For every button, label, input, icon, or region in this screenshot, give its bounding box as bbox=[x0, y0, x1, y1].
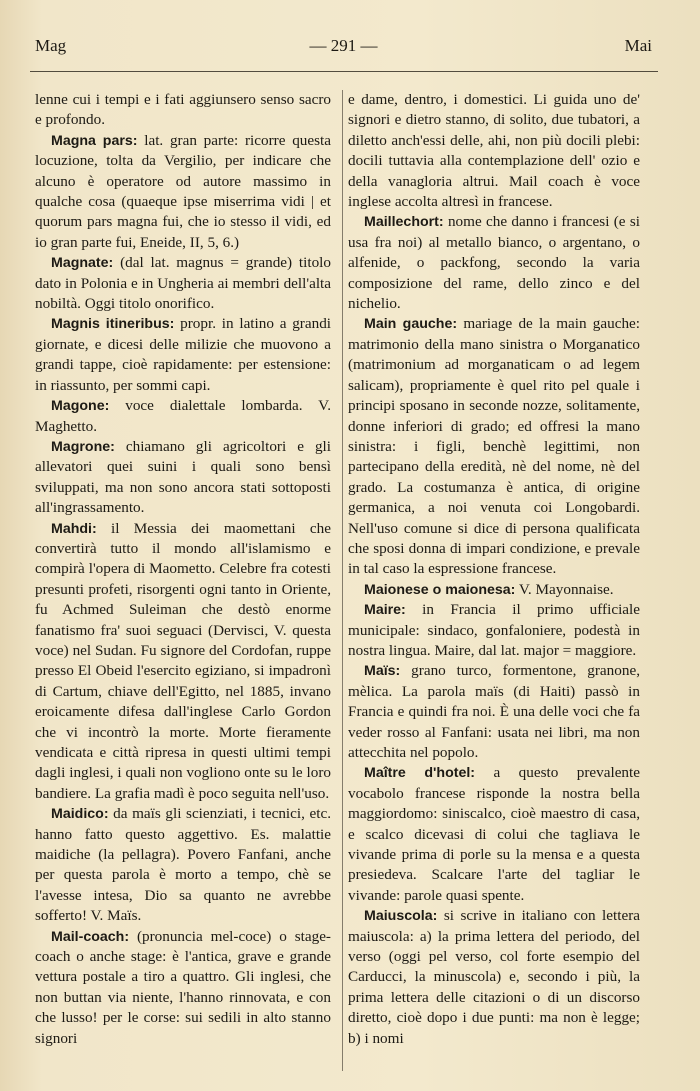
column-divider bbox=[342, 90, 343, 1071]
head-word: Mail-coach: bbox=[51, 928, 130, 945]
header-rule bbox=[30, 71, 658, 72]
entry: e dame, dentro, i domestici. Li guida uno de' signori e dietro stanno, di solito, due tubatori, a diletto anch'essi delle, ahi, non più docili plebi: docili tuttavia alla contemplazione dell' ozio e della vanagloria altrui. Mail coach è voce inglese accolta altresì in francese. bbox=[348, 91, 640, 211]
right-column bbox=[348, 90, 640, 1075]
entry: Maire: in Francia il primo ufficiale municipale: sindaco, gonfaloniere, podestà in nostra lingua. Maire, dal lat. major = maggiore. bbox=[348, 601, 640, 659]
head-word: Magna pars: bbox=[51, 132, 138, 149]
entry: lenne cui i tempi e i fati aggiunsero senso sacro e profondo. bbox=[35, 91, 331, 129]
entry: Magone: voce dialettale lombarda. V. Maghetto. bbox=[35, 397, 331, 435]
entry: Maître d'hotel: a questo prevalente vocabolo francese risponde la nostra bella maggiordomo: siniscalco, cioè maestro di casa, e scalco dicevasi di colui che tagliava le vivande prima di porle su la mensa e a questa presiedeva. Scalcare l'arte del tagliar le vivande: parole quasi spente. bbox=[348, 764, 640, 904]
head-word: Maire: bbox=[364, 602, 406, 619]
entry: Maidico: da maïs gli scienziati, i tecnici, etc. hanno fatto questo aggettivo. Es. malattie maidiche (la pellagra). Povero Fanfani, anche per questa parola è morto a tempo, chè se l'avesse intesa, Dio sa quanto ne avrebbe sofferto! V. Maïs. bbox=[35, 805, 331, 925]
head-word: Magnis itineribus: bbox=[51, 316, 175, 333]
entry: Magnate: (dal lat. magnus = grande) titolo dato in Polonia e in Ungheria ai membri dell'alta nobiltà. Oggi titolo onorifico. bbox=[35, 254, 331, 313]
header-left-guide-word: Mag bbox=[35, 36, 67, 55]
entry: Maionese o maionesa: V. Mayonnaise. bbox=[364, 580, 614, 598]
head-word: Maidico: bbox=[51, 806, 109, 823]
head-word: Main gauche: bbox=[364, 316, 458, 333]
entry: Maïs: grano turco, formentone, granone, mèlica. La parola maïs (di Haiti) passò in Francia e quindi fra noi. È una delle voci che fa veder rosso al Fanfani: usata nei libri, ma non attecchita nel popolo. bbox=[348, 662, 640, 761]
entry: Magna pars: lat. gran parte: ricorre questa locuzione, tolta da Vergilio, per indicare che alcuno è operatore od autore massimo in qualche cosa (quaeque ipse miserrima vidi | et quorum pars magna fui, che io stesso il vidi, ed io gran parte fui, Eneide, II, 5, 6.) bbox=[35, 131, 331, 251]
head-word: Maître d'hotel: bbox=[364, 765, 476, 782]
head-word: Maïs: bbox=[364, 663, 401, 680]
head-word: Maillechort: bbox=[364, 214, 444, 231]
head-word: Magone: bbox=[51, 398, 110, 415]
head-word: Mahdi: bbox=[51, 520, 97, 537]
head-word: Maiuscola: bbox=[364, 908, 438, 925]
page-number: — 291 — bbox=[309, 36, 378, 55]
header-right-guide-word: Mai bbox=[624, 36, 652, 55]
entry: Main gauche: mariage de la main gauche: matrimonio della mano sinistra o Morganatico (matrimonium ad morganaticam o ad legem salicam), propriamente è quel rito pel quale i principi sposano in seconde nozze, solitamente, donne inferiori di grado; ed offresi la mano sinistra: i figli, benchè legittimi, non partecipano della eredità, nè del nome, nè del grado. La costumanza è antica, di origine germanica, a noi venuta coi Longobardi. Nell'uso comune si dice di persona qualificata che sposi donna di impari condizione, e prevale in tal caso la espressione francese. bbox=[348, 315, 640, 578]
head-word: Magnate: bbox=[51, 255, 114, 272]
left-column bbox=[35, 90, 331, 1075]
entry: Mail-coach: (pronuncia mel-coce) o stage-coach o anche stage: è l'antica, grave e grande vettura postale a tiro a quattro. Gli inglesi, che non buttan via niente, l'hanno rinnovata, e con che lusso! per le corse: sui sedili in alto stanno signori bbox=[35, 927, 331, 1047]
head-word: Magrone: bbox=[51, 438, 115, 455]
entry: Maiuscola: si scrive in italiano con lettera maiuscola: a) la prima lettera del periodo, del verso (oggi pel verso, col forte esempio del Carducci, la minuscola) e, secondo i più, la prima lettera delle citazioni o di un discorso diretto, cioè dopo i due punti: ma non è legge; b) i nomi bbox=[348, 907, 640, 1047]
entry: Magnis itineribus: propr. in latino a grandi giornate, e dicesi delle milizie che muovono a grandi tappe, cioè rapidamente: per estensione: in riassunto, per sommi capi. bbox=[35, 315, 331, 394]
entry: Magrone: chiamano gli agricoltori e gli allevatori quei suini i quali sono bensì sviluppati, ma non sono ancora stati sottoposti all'ingrassamento. bbox=[35, 437, 331, 517]
entry: Maillechort: nome che danno i francesi (e si usa fra noi) al metallo bianco, o argentano, o alfenide, o packfong, secondo la varia composizione del rame, dello zinco e del nichelio. bbox=[348, 213, 640, 313]
page-header bbox=[35, 36, 652, 60]
head-word: Maionese o maionesa: bbox=[364, 581, 516, 598]
entry: Mahdi: il Messia dei maomettani che convertirà tutto il mondo all'islamismo e compirà l'opera di Maometto. Celebre fra cotesti presunti profeti, risorgenti ogni tanto in Oriente, fu Achmed Suleiman che destò enorme fanatismo fra' suoi seguaci (Dervisci, V. questa voce) nel Sudan. Fu signore del Cordofan, ruppe presso El Obeid l'esercito egiziano, si impadronì di Cartum, chiave dell'Egitto, nel 1885, invano eroicamente difesa dall'inglese Carlo Gordon che vi incontrò la morte. Morte fieramente vendicata e città ripresa in questi ultimi tempi dagli inglesi, i quali non vogliono onte su le loro bandiere. La grafia madì è poco seguita nell'uso. bbox=[35, 519, 331, 802]
